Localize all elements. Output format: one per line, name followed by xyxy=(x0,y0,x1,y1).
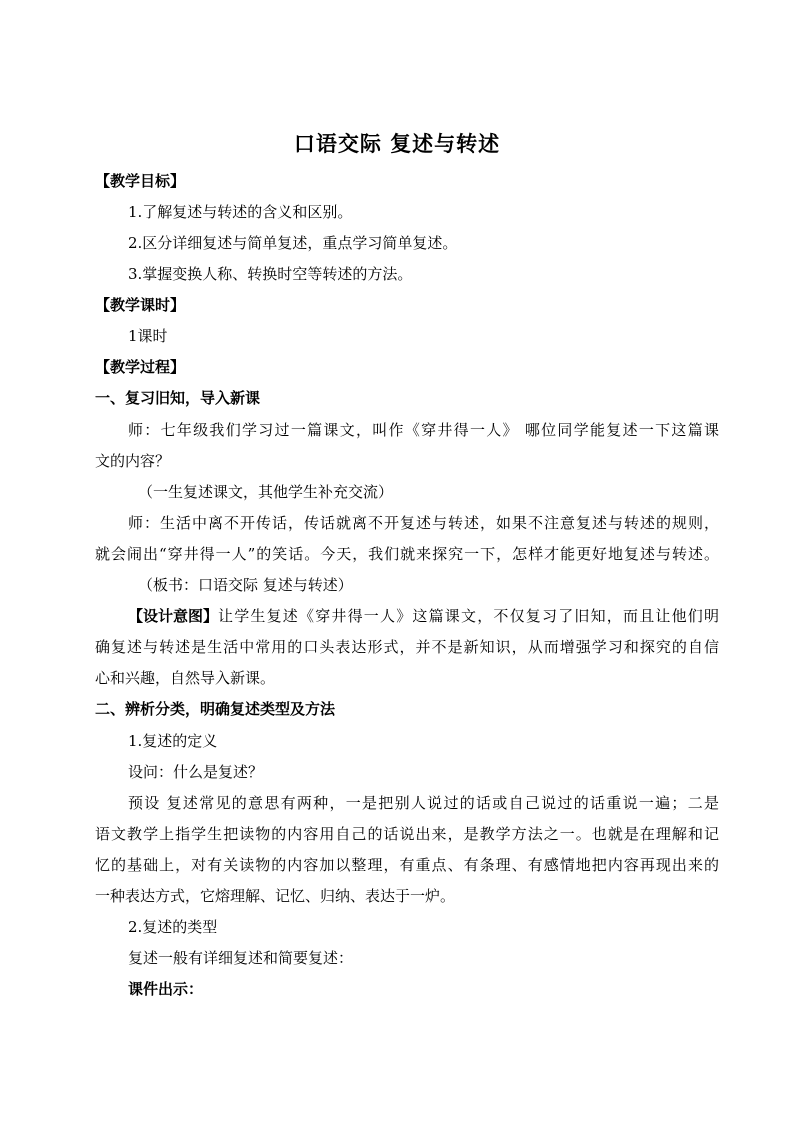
section2-preset-d: 一种表达方式，它熔理解、记忆、归纳、表达于一炉。 xyxy=(95,887,456,905)
goals-heading: 【教学目标】 xyxy=(95,172,186,190)
design-intent-text-a: 让学生复述《穿井得一人》这篇课文，不仅复习了旧知，而且让他们明 xyxy=(218,607,719,625)
process-heading: 【教学过程】 xyxy=(95,358,186,376)
design-intent-text-c: 心和兴趣，自然导入新课。 xyxy=(95,669,276,687)
section1-paragraph-1b: 文的内容？ xyxy=(95,452,171,470)
section2-preset-a: 预设 复述常见的意思有两种，一是把别人说过的话或自己说过的话重说一遍；二是 xyxy=(128,794,719,812)
hours-value: 1课时 xyxy=(128,327,168,345)
design-intent-text-b: 确复述与转述是生活中常用的口头表达形式，并不是新知识，从而增强学习和探究的自信 xyxy=(95,638,719,656)
goal-item-2: 2.区分详细复述与简单复述，重点学习简单复述。 xyxy=(128,234,458,252)
section2-item-1: 1.复述的定义 xyxy=(128,732,218,750)
section1-paragraph-1a: 师：七年级我们学习过一篇课文，叫作《穿井得一人》 哪位同学能复述一下这篇课 xyxy=(128,421,719,439)
page-title: 口语交际 复述与转述 xyxy=(293,132,501,156)
section2-heading: 二、辨析分类，明确复述类型及方法 xyxy=(95,700,336,718)
section2-preset-b: 语文教学上指学生把读物的内容用自己的话说出来，是教学方法之一。也就是在理解和记 xyxy=(95,825,719,843)
goal-item-1: 1.了解复述与转述的含义和区别。 xyxy=(128,203,353,221)
goal-item-3: 3.掌握变换人称、转换时空等转述的方法。 xyxy=(128,265,413,283)
hours-heading: 【教学课时】 xyxy=(95,296,186,314)
section1-paragraph-3a: 师：生活中离不开传话，传话就离不开复述与转述，如果不注意复述与转述的规则， xyxy=(128,514,719,532)
section2-courseware: 课件出示： xyxy=(128,980,204,998)
section2-question: 设问：什么是复述？ xyxy=(128,763,264,781)
section2-item-2: 2.复述的类型 xyxy=(128,918,218,936)
design-intent-line-1 xyxy=(128,606,719,626)
section1-heading: 一、复习旧知，导入新课 xyxy=(95,389,261,407)
section2-types: 复述一般有详细复述和简要复述： xyxy=(128,949,354,967)
design-intent-label: 【设计意图】 xyxy=(128,607,219,625)
section1-paragraph-4: （板书：口语交际 复述与转述） xyxy=(138,576,353,594)
section1-paragraph-2: （一生复述课文，其他学生补充交流） xyxy=(138,483,394,501)
section2-preset-c: 忆的基础上，对有关读物的内容加以整理，有重点、有条理、有感情地把内容再现出来的 xyxy=(95,856,719,874)
section1-paragraph-3b: 就会闹出“穿井得一人”的笑话。今天，我们就来探究一下，怎样才能更好地复述与转述。 xyxy=(95,545,719,563)
